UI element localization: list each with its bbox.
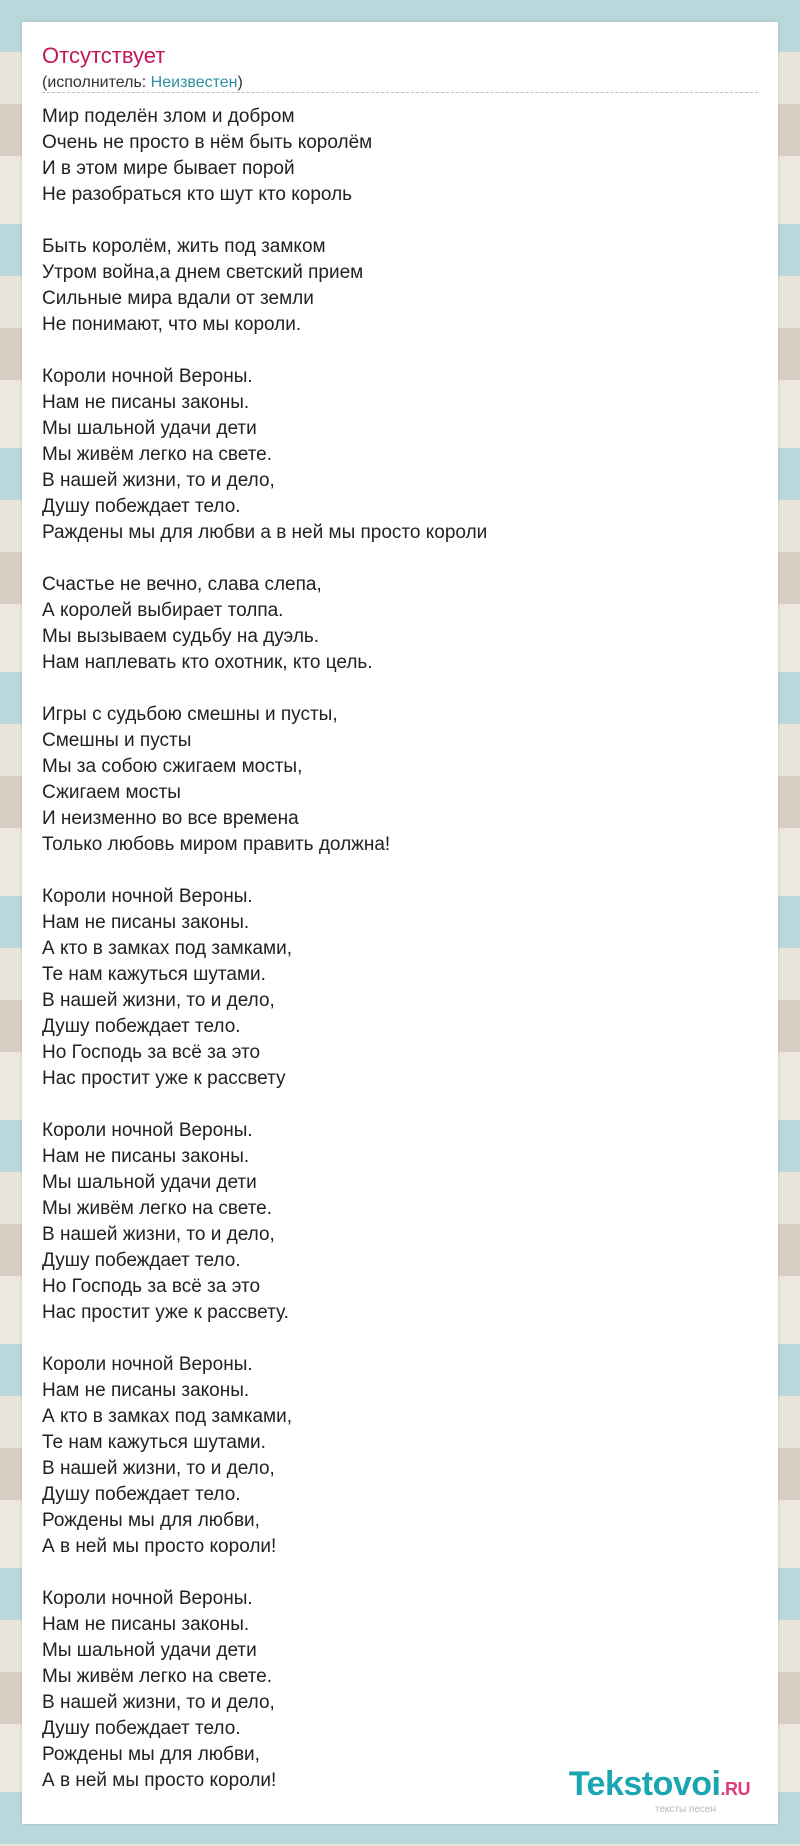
- site-logo[interactable]: [569, 1767, 750, 1816]
- lyrics-line: Короли ночной Вероны.: [42, 1120, 253, 1141]
- lyrics-line: Рождены мы для любви,: [42, 1744, 260, 1765]
- logo-name: Tekstovoi: [568, 1765, 721, 1803]
- lyrics-line: Не разобраться кто шут кто король: [42, 184, 353, 205]
- lyrics-line: Смешны и пусты: [42, 730, 192, 751]
- lyrics-line: Утром война,а днем светский прием: [42, 262, 364, 283]
- lyrics-line: Мир поделён злом и добром: [42, 106, 295, 127]
- lyrics-line: Короли ночной Вероны.: [42, 1588, 253, 1609]
- lyrics-line: Короли ночной Вероны.: [42, 886, 253, 907]
- lyrics-line: Душу побеждает тело.: [42, 496, 241, 517]
- lyrics-line: Рождены мы для любви,: [42, 1510, 260, 1531]
- lyrics-line: А кто в замках под замками,: [42, 1406, 292, 1427]
- lyrics-line: В нашей жизни, то и дело,: [42, 1458, 275, 1479]
- lyrics-line: А кто в замках под замками,: [42, 938, 292, 959]
- lyrics-line: Мы живём легко на свете.: [42, 444, 273, 465]
- performer-link[interactable]: Неизвестен: [150, 74, 238, 91]
- lyrics-stanza: [42, 572, 758, 676]
- lyrics-line: Нас простит уже к рассвету.: [42, 1302, 289, 1323]
- lyrics-line: Не понимают, что мы короли.: [42, 314, 302, 335]
- lyrics-line: А в ней мы просто короли!: [42, 1770, 277, 1791]
- lyrics-line: Игры с судьбою смешны и пусты,: [42, 704, 338, 725]
- lyrics-line: Очень не просто в нём быть королём: [42, 132, 373, 153]
- lyrics-stanza: [42, 104, 758, 208]
- lyrics-stanza: [42, 1586, 758, 1794]
- lyrics-card: [22, 22, 778, 1824]
- lyrics-line: Раждены мы для любви а в ней мы просто короли: [42, 522, 488, 543]
- lyrics-line: Мы живём легко на свете.: [42, 1666, 273, 1687]
- lyrics-line: Душу побеждает тело.: [42, 1016, 241, 1037]
- lyrics-line: В нашей жизни, то и дело,: [42, 1224, 275, 1245]
- lyrics-line: Нам не писаны законы.: [42, 1146, 250, 1167]
- lyrics-line: Мы шальной удачи дети: [42, 1640, 257, 1661]
- lyrics-line: Нам не писаны законы.: [42, 1614, 250, 1635]
- lyrics-line: Нам не писаны законы.: [42, 912, 250, 933]
- lyrics-line: Короли ночной Вероны.: [42, 366, 253, 387]
- lyrics-line: А королей выбирает толпа.: [42, 600, 284, 621]
- lyrics-stanza: [42, 1352, 758, 1560]
- lyrics-line: Сжигаем мосты: [42, 782, 181, 803]
- lyrics-line: И неизменно во все времена: [42, 808, 299, 829]
- lyrics-line: Короли ночной Вероны.: [42, 1354, 253, 1375]
- performer-line: [42, 73, 243, 93]
- lyrics-line: В нашей жизни, то и дело,: [42, 1692, 275, 1713]
- lyrics-line: Только любовь миром править должна!: [42, 834, 391, 855]
- song-title: Отсутствует: [42, 43, 166, 68]
- lyrics-line: Мы шальной удачи дети: [42, 1172, 257, 1193]
- logo-tld: .RU: [720, 1779, 750, 1799]
- lyrics-line: Мы живём легко на свете.: [42, 1198, 273, 1219]
- lyrics-line: Нам не писаны законы.: [42, 1380, 250, 1401]
- lyrics-line: Душу побеждает тело.: [42, 1484, 241, 1505]
- lyrics-text: [42, 104, 758, 1820]
- lyrics-line: Те нам кажуться шутами.: [42, 1432, 266, 1453]
- lyrics-line: В нашей жизни, то и дело,: [42, 990, 275, 1011]
- lyrics-line: А в ней мы просто короли!: [42, 1536, 277, 1557]
- lyrics-line: Те нам кажуться шутами.: [42, 964, 266, 985]
- lyrics-line: И в этом мире бывает порой: [42, 158, 295, 179]
- lyrics-line: Счастье не вечно, слава слепа,: [42, 574, 322, 595]
- logo-tagline: тексты песен: [654, 1804, 716, 1815]
- lyrics-line: Душу побеждает тело.: [42, 1250, 241, 1271]
- lyrics-stanza: [42, 702, 758, 858]
- lyrics-line: Мы шальной удачи дети: [42, 418, 257, 439]
- lyrics-line: Но Господь за всё за это: [42, 1276, 261, 1297]
- lyrics-line: Нас простит уже к рассвету: [42, 1068, 286, 1089]
- lyrics-line: Нам наплевать кто охотник, кто цель.: [42, 652, 373, 673]
- lyrics-line: В нашей жизни, то и дело,: [42, 470, 275, 491]
- title-divider: [42, 92, 758, 93]
- lyrics-line: Мы вызываем судьбу на дуэль.: [42, 626, 320, 647]
- lyrics-line: Душу побеждает тело.: [42, 1718, 241, 1739]
- lyrics-line: Мы за собою сжигаем мосты,: [42, 756, 303, 777]
- lyrics-line: Но Господь за всё за это: [42, 1042, 261, 1063]
- lyrics-line: Нам не писаны законы.: [42, 392, 250, 413]
- lyrics-stanza: [42, 364, 758, 546]
- performer-suffix: ): [237, 74, 243, 91]
- logo-wordmark: [569, 1767, 750, 1806]
- lyrics-line: Сильные мира вдали от земли: [42, 288, 314, 309]
- lyrics-line: Быть королём, жить под замком: [42, 236, 326, 257]
- lyrics-stanza: [42, 234, 758, 338]
- lyrics-stanza: [42, 884, 758, 1092]
- lyrics-stanza: [42, 1118, 758, 1326]
- performer-prefix: (исполнитель:: [42, 74, 151, 91]
